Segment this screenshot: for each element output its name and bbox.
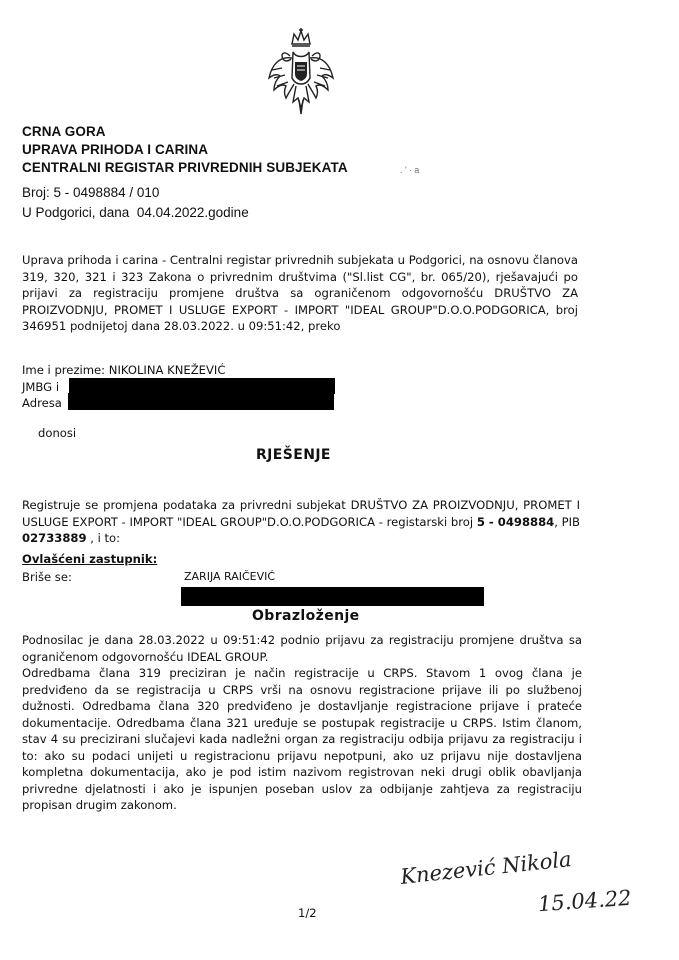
name-value: NIKOLINA KNEŽEVIĆ (108, 363, 226, 377)
date-value: 04.04.2022.godine (136, 205, 249, 220)
registration-text: Registruje se promjena podataka za privredni subjekat DRUŠTVO ZA PROIZVODNJU, PROMET I USLUGE EXPORT - IMPORT "IDEAL GROUP"D.O.O.PODGORICA - registarski broj (22, 498, 580, 529)
scan-mark: . ' ∙ a (400, 165, 420, 175)
registration-paragraph (22, 497, 580, 547)
handwritten-date: 15.04.22 (537, 885, 633, 917)
address-label: Adresa (22, 396, 62, 410)
jmbg-label: JMBG i (22, 380, 60, 394)
registration-number: 5 - 0498884 (476, 514, 555, 529)
document-number (22, 185, 159, 200)
place-label: U Podgorici, dana (22, 205, 130, 220)
redaction-bar (68, 393, 334, 410)
pib-label: , PIB (554, 514, 580, 529)
removed-representative-name: ZARIJA RAIČEVIĆ (184, 570, 276, 583)
header-authority: UPRAVA PRIHODA I CARINA (22, 142, 209, 157)
redaction-bar (69, 378, 335, 394)
header-country: CRNA GORA (22, 124, 106, 139)
coat-of-arms-icon (266, 28, 336, 116)
header-registry: CENTRALNI REGISTAR PRIVREDNIH SUBJEKATA (22, 160, 348, 175)
name-label: Ime i prezime: (22, 363, 106, 377)
intro-paragraph: Uprava prihoda i carina - Centralni registar privrednih subjekata u Podgorici, na osnovu članova 319, 320, 321 i 323 Zakona o privrednim društvima ("Sl.list CG", br. 065/20), rješavajući po prijavi za registraciju promjene društva sa ograničenom odgovornošću DRUŠTVO ZA PROIZVODNJU, PROMET I USLUGE EXPORT - IMPORT "IDEAL GROUP"D.O.O.PODGORICA, broj 346951 podnijetoj dana 28.03.2022. u 09:51:42, preko (22, 253, 578, 333)
decision-title: RJEŠENJE (256, 447, 331, 463)
reasoning-paragraph-2: Odredbama člana 319 preciziran je način registracije u CRPS. Stavom 1 ovog člana je predviđeno da se registracija u CRPS vrši na osnovu registracione prijave ili po službenoj dužnosti. Odredbama člana 320 predviđeno je dostavljanje registracione prijave i prateće dokumentacije. Odredbama člana 321 uređuje se postupak registracije u CRPS. Istim članom, stav 4 su precizirani slučajevi kada nadležni organ za registraciju odbija prijavu za registraciju i to: ako su podaci unijeti u registracionu prijavu nepotpuni, ako uz prijavu nije dostavljena kompletna dokumentacija, ako je pod istim nazivom registrovan neki drugi oblik obavljanja privredne djelatnosti i ako je ispunjen poseban uslov za odbijanje zahtjeva za registraciju propisan drugim zakonom. (22, 666, 582, 812)
reasoning-title: Obrazloženje (252, 608, 360, 624)
applicant-name (22, 363, 225, 377)
redaction-bar (181, 587, 484, 606)
broj-value: 5 - 0498884 / 010 (53, 185, 160, 200)
handwritten-signature: Knezević Nikola (399, 847, 573, 889)
representative-heading: Ovlašćeni zastupnik: (22, 552, 158, 566)
registration-tail: , i to: (86, 531, 121, 545)
pib-value: 02733889 (22, 531, 87, 545)
reasoning-paragraph-1: Podnosilac je dana 28.03.2022 u 09:51:42 podnio prijavu za registraciju promjene društva sa ograničenom odgovornošću IDEAL GROUP. (22, 633, 582, 664)
page-number: 1/2 (298, 906, 317, 920)
document-date (22, 205, 249, 220)
broj-label: Broj: (22, 185, 50, 200)
remove-label: Briše se: (22, 570, 72, 584)
donosi-text: donosi (38, 426, 77, 440)
